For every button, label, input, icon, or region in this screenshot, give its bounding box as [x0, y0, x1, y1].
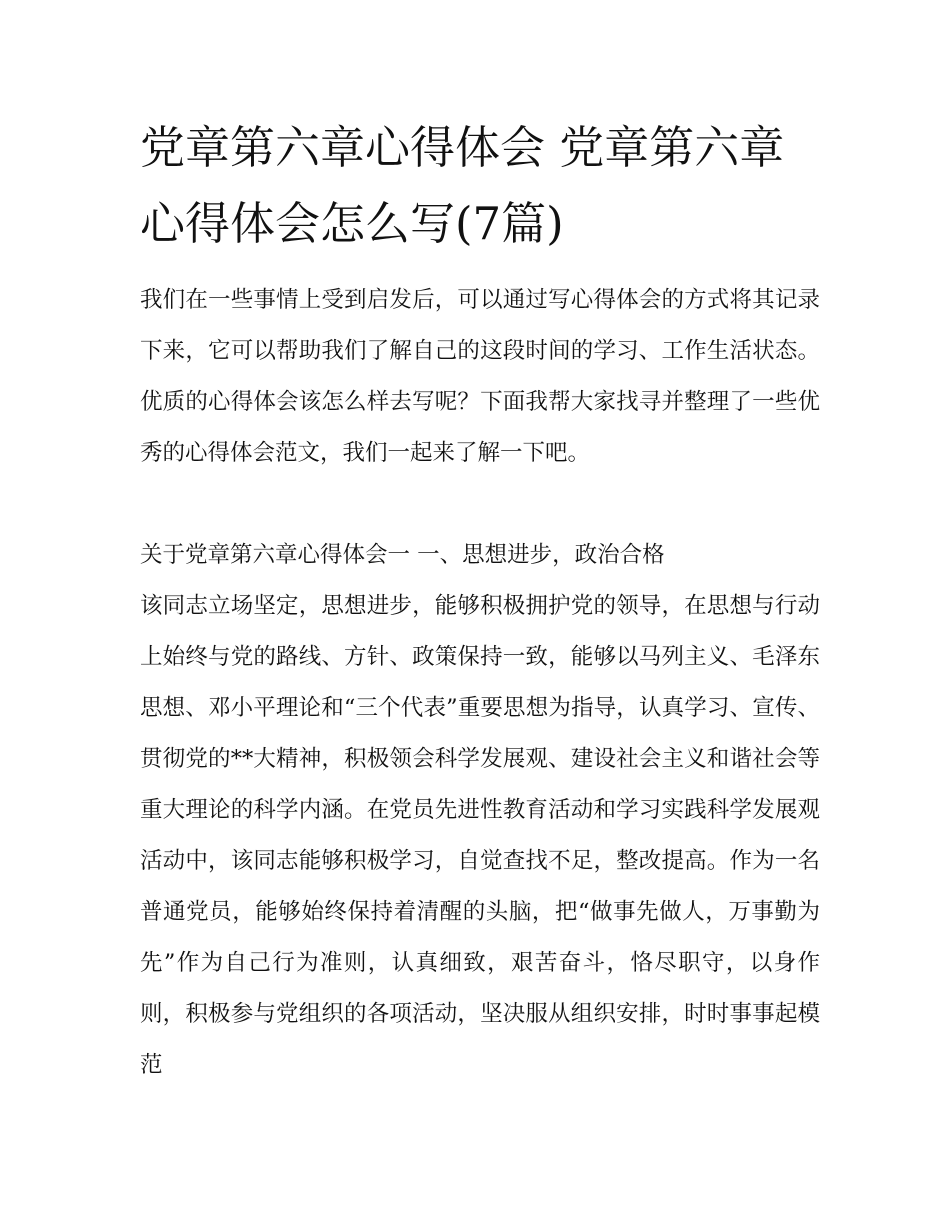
body-paragraph: 该同志立场坚定，思想进步，能够积极拥护党的领导，在思想与行动上始终与党的路线、方针、政策保持一致，能够以马列主义、毛泽东思想、邓小平理论和“三个代表”重要思想为指导，认真学习、宣传、贯彻党的**大精神，积极领会科学发展观、建设社会主义和谐社会等重大理论的科学内涵。在党员先进性教育活动和学习实践科学发展观活动中，该同志能够积极学习，自觉查找不足，整改提高。作为一名普通党员，能够始终保持着清醒的头脑，把“做事先做人，万事勤为先”作为自己行为准则，认真细致，艰苦奋斗，恪尽职守，以身作则，积极参与党组织的各项活动，坚决服从组织安排，时时事事起模范 [140, 593, 820, 1078]
section-heading: 关于党章第六章心得体会一 一、思想进步，政治合格 [140, 542, 665, 568]
document-title: 党章第六章心得体会 党章第六章心得体会怎么写(7篇) [140, 121, 785, 250]
intro-paragraph: 我们在一些事情上受到启发后，可以通过写心得体会的方式将其记录下来，它可以帮助我们了解自己的这段时间的学习、工作生活状态。优质的心得体会该怎么样去写呢？下面我帮大家找寻并整理了一些优秀的心得体会范文，我们一起来了解一下吧。 [140, 287, 820, 466]
